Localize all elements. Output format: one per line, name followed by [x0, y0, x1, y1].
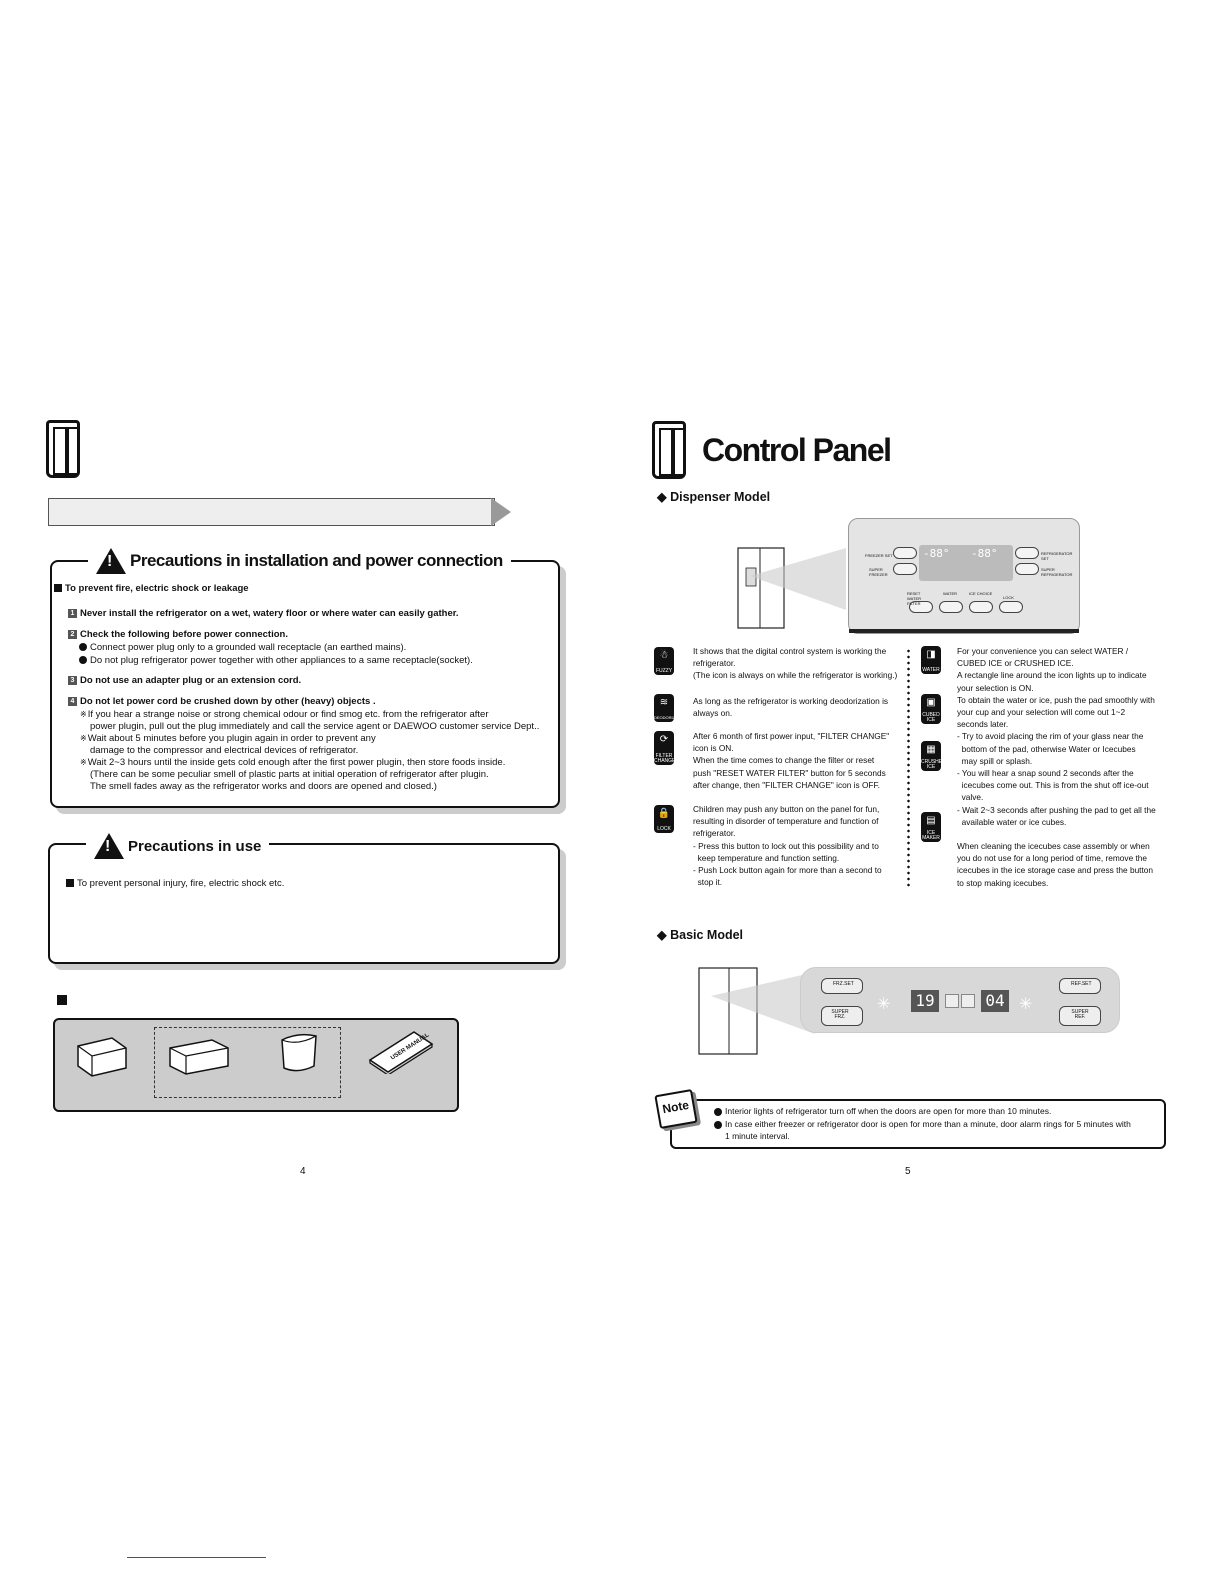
number-badge: 1	[68, 609, 77, 618]
warning-icon	[94, 833, 124, 859]
super-refrigerator-label: SUPER REFRIGERATOR	[1041, 567, 1073, 577]
fridge-temp-display: -88°	[971, 547, 998, 560]
crushed-ice-icon: ▦ CRUSHED ICE	[921, 741, 941, 771]
note-2b: 1 minute interval.	[725, 1131, 790, 1141]
super-freezer-label: SUPER FREEZER	[869, 567, 888, 577]
refrigerator-set-button[interactable]	[1015, 547, 1039, 559]
super-frz-label: SUPER FRZ.	[831, 1009, 849, 1020]
use-precautions-box	[48, 843, 560, 964]
section-ribbon	[48, 498, 495, 526]
water-button[interactable]	[939, 601, 963, 613]
frz-set-label: FRZ.SET	[833, 981, 854, 987]
bullet-icon	[79, 656, 87, 664]
note-3b: (There can be some peculiar smell of plastic parts at initial operation of refrigerator after plugin.	[90, 769, 489, 780]
column-divider	[907, 648, 910, 888]
indicator-icon	[961, 994, 975, 1008]
lock-button[interactable]	[999, 601, 1023, 613]
freezer-lcd: 19	[911, 990, 939, 1012]
box-icon	[166, 1036, 232, 1076]
super-refrigerator-button[interactable]	[1015, 563, 1039, 575]
lock-icon: 🔒 LOCK	[654, 805, 674, 833]
snowflake-icon: ✳	[1019, 996, 1033, 1013]
item-3: Do not use an adapter plug or an extension cord.	[80, 675, 302, 686]
ref-set-label: REF.SET	[1071, 981, 1092, 987]
note-tag: Note	[654, 1089, 697, 1129]
note-2a: Wait about 5 minutes before you plugin again in order to prevent any	[87, 733, 376, 744]
diamond-icon: ◆	[657, 490, 671, 504]
ice-choice-label: ICE CHOICE	[969, 591, 993, 596]
refrigerator-set-label: REFRIGERATOR SET	[1041, 551, 1073, 561]
ice-maker-icon: ▤ ICE MAKER	[921, 812, 941, 842]
note-1a: If you hear a strange noise or strong chemical odour or find smog etc. from the refrigerator after	[87, 709, 489, 720]
page-number-right: 5	[905, 1166, 911, 1177]
bullet-icon	[714, 1108, 722, 1116]
bullet-icon	[714, 1121, 722, 1129]
ice-choice-button[interactable]	[969, 601, 993, 613]
page-title: Control Panel	[702, 432, 891, 468]
snowflake-icon: ✳	[877, 996, 891, 1013]
ice-maker-description: When cleaning the icecubes case assembly or when you do not use for a long period of time, remove the icecubes in the ice storage case and press the button to stop making icecubes.	[957, 841, 1154, 888]
super-ref-label: SUPER REF.	[1071, 1009, 1089, 1020]
manual-label: USER MANUAL	[389, 1032, 431, 1062]
number-badge: 2	[68, 630, 77, 639]
page-number-left: 4	[300, 1166, 306, 1177]
use-precautions-title: ! Precautions in use	[86, 833, 269, 859]
lead-text: To prevent fire, electric shock or leakage	[65, 583, 249, 594]
warning-icon	[96, 548, 126, 574]
filter-change-icon: ⟳ FILTER CHANGE	[654, 731, 674, 765]
dispenser-display	[919, 545, 1013, 581]
fuzzy-icon: ☃ FUZZY	[654, 647, 674, 675]
diamond-icon: ◆	[657, 928, 671, 942]
refrigerator-icon	[46, 420, 80, 478]
indicator-icon	[945, 994, 959, 1008]
fridge-lcd: 04	[981, 990, 1009, 1012]
water-ice-description: For your convenience you can select WATER / CUBED ICE or CRUSHED ICE. A rectangle line around the icon lights up to indicate your selection is ON. To obtain the water or ice, push the pad smoothly with your cup and your selection will come out 1~2 seconds later. - Try to avoid placing the rim of your glass near the bottom of the pad, otherwise Water or Icecubes may spill or splash. - You will hear a snap sound 2 seconds after the icecubes come out. This is from the shut off ice-out valve. - Wait 2~3 seconds after pushing the pad to get all the available water or ice cubes.	[957, 646, 1156, 827]
note-3c: The smell fades away as the refrigerator works and doors are opened and closed.)	[90, 781, 437, 792]
water-label: WATER	[943, 591, 957, 596]
fuzzy-description: It shows that the digital control system is working the refrigerator. (The icon is always on while the refrigerator is working.)	[693, 646, 898, 681]
dispenser-heading: ◆ Dispenser Model	[657, 490, 771, 504]
filter-change-description: After 6 month of first power input, "FILTER CHANGE" icon is ON. When the time comes to change the filter or reset push "RESET WATER FILTER" button for 5 seconds after change, then "FILTER CHANGE" icon is OFF.	[693, 731, 890, 790]
note-3a: Wait 2~3 hours until the inside gets cold enough after the first power plugin, then store foods inside.	[87, 757, 506, 768]
super-freezer-button[interactable]	[893, 563, 917, 575]
square-bullet-icon	[66, 879, 74, 887]
square-bullet-icon	[57, 995, 67, 1005]
tray-icon	[72, 1030, 132, 1078]
refrigerator-icon	[652, 421, 686, 479]
item-2-bullet-1: Connect power plug only to a grounded wall receptacle (an earthed mains).	[90, 642, 407, 653]
water-icon: ◨ WATER	[921, 646, 941, 674]
note-2: In case either freezer or refrigerator door is open for more than a minute, door alarm rings for 5 minutes with	[725, 1119, 1131, 1129]
bullet-icon	[79, 643, 87, 651]
dispenser-control-panel	[848, 518, 1080, 634]
item-2: Check the following before power connection.	[80, 629, 288, 640]
lock-label: LOCK	[1003, 595, 1014, 600]
basic-heading: ◆ Basic Model	[657, 928, 744, 942]
note-2b: damage to the compressor and electrical devices of refrigerator.	[90, 745, 359, 756]
ribbon-arrow-icon	[491, 498, 511, 526]
note-1: Interior lights of refrigerator turn off when the doors are open for more than 10 minutes.	[725, 1106, 1052, 1116]
user-manual-booklet	[368, 1030, 434, 1074]
item-1: Never install the refrigerator on a wet, watery floor or where water can easily gather.	[80, 608, 459, 619]
reset-water-filter-label: RESET WATER FILTER	[907, 591, 921, 606]
cubed-ice-icon: ▣ CUBED ICE	[921, 694, 941, 724]
basic-control-panel	[800, 967, 1120, 1033]
lock-description: Children may push any button on the panel for fun, resulting in disorder of temperature and function of refrigerator. - Press this button to lock out this possibility and to keep temperature and function setting. - Push Lock button again for more than a second to stop it.	[693, 804, 882, 888]
deodorization-description: As long as the refrigerator is working deodorization is always on.	[693, 696, 889, 719]
item-4: Do not let power cord be crushed down by other (heavy) objects .	[80, 696, 376, 707]
blue-underline	[127, 1557, 266, 1558]
freezer-set-label: FREEZER SET	[865, 553, 893, 558]
square-bullet-icon	[54, 584, 62, 592]
freezer-set-button[interactable]	[893, 547, 917, 559]
number-badge: 4	[68, 697, 77, 706]
note-mark: ※	[80, 734, 87, 743]
number-badge: 3	[68, 676, 77, 685]
dispenser-fridge-illustration	[736, 540, 856, 632]
use-lead-text: To prevent personal injury, fire, electric shock etc.	[77, 878, 285, 889]
installation-precautions-title: ! Precautions in installation and power connection	[88, 548, 511, 574]
note-1b: power plugin, pull out the plug immediately and call the service agent or DAEWOO customer service Dept..	[90, 721, 540, 732]
freezer-temp-display: -88°	[923, 547, 950, 560]
note-mark: ※	[80, 710, 87, 719]
deodorization-icon: ≋ DEODORIZATION	[654, 694, 674, 722]
cup-icon	[278, 1030, 322, 1076]
item-2-bullet-2: Do not plug refrigerator power together with other appliances to a same receptacle(socket).	[90, 655, 473, 666]
basic-fridge-illustration	[697, 964, 817, 1056]
note-mark: ※	[80, 758, 87, 767]
